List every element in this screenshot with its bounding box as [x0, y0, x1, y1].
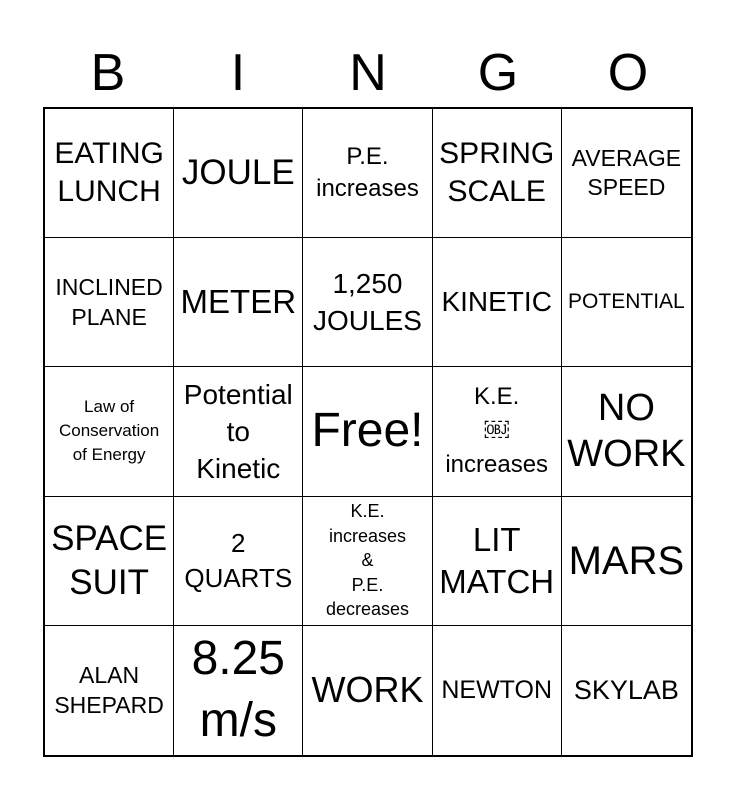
cell-label: EATING LUNCH — [54, 137, 164, 209]
bingo-cell[interactable] — [433, 238, 562, 367]
bingo-cell[interactable] — [562, 238, 691, 367]
bingo-cell[interactable] — [174, 109, 303, 238]
cell-label: Potential to Kinetic — [183, 378, 293, 484]
cell-label: AVERAGE SPEED — [571, 145, 682, 201]
bingo-cell[interactable] — [562, 109, 691, 238]
bingo-cell[interactable] — [45, 626, 174, 755]
cell-label: P.E. increases — [316, 143, 419, 203]
free-space-label: Free! — [311, 404, 424, 458]
cell-label: Law of Conservation of Energy — [59, 397, 160, 465]
bingo-header — [43, 38, 693, 108]
bingo-cell[interactable] — [433, 367, 562, 496]
bingo-cell[interactable] — [45, 109, 174, 238]
bingo-cell[interactable] — [303, 238, 432, 367]
cell-label: NEWTON — [441, 676, 553, 705]
bingo-cell[interactable] — [303, 109, 432, 238]
bingo-cell[interactable] — [174, 367, 303, 496]
header-letter-b: B — [90, 44, 126, 102]
header-letter-o: O — [607, 44, 649, 102]
bingo-cell[interactable] — [174, 497, 303, 626]
bingo-cell[interactable] — [174, 238, 303, 367]
cell-label: POTENTIAL — [568, 290, 685, 314]
bingo-cell[interactable] — [433, 626, 562, 755]
bingo-cell[interactable] — [562, 367, 691, 496]
bingo-cell[interactable] — [562, 497, 691, 626]
cell-label: NO WORK — [567, 387, 686, 476]
cell-label: 1,250 JOULES — [313, 268, 422, 337]
header-letter-n: N — [349, 44, 387, 102]
bingo-cell[interactable] — [433, 109, 562, 238]
header-letter-g: G — [477, 44, 519, 102]
cell-label: K.E. ￼ increases — [445, 383, 549, 479]
bingo-cell[interactable] — [562, 626, 691, 755]
bingo-board — [43, 107, 693, 757]
cell-label: KINETIC — [441, 286, 552, 318]
cell-label: 2 QUARTS — [184, 527, 293, 593]
cell-label: METER — [180, 283, 297, 321]
cell-label: LIT MATCH — [439, 520, 555, 600]
cell-label: 8.25 m/s — [191, 632, 285, 748]
cell-label: WORK — [311, 669, 424, 711]
cell-label: JOULE — [181, 153, 295, 193]
bingo-cell[interactable] — [45, 497, 174, 626]
header-letter-i: I — [230, 44, 246, 102]
cell-label: ALAN SHEPARD — [54, 662, 164, 719]
bingo-cell[interactable] — [45, 238, 174, 367]
bingo-cell[interactable] — [303, 497, 432, 626]
bingo-cell[interactable] — [174, 626, 303, 755]
free-space-cell[interactable] — [303, 367, 432, 496]
cell-label: MARS — [568, 538, 685, 583]
cell-label: INCLINED PLANE — [55, 274, 163, 331]
cell-label: SPACE SUIT — [51, 518, 168, 602]
bingo-cell[interactable] — [433, 497, 562, 626]
cell-label: K.E. increases & P.E. decreases — [325, 501, 410, 620]
cell-label: SPRING SCALE — [439, 137, 555, 209]
bingo-cell[interactable] — [45, 367, 174, 496]
bingo-cell[interactable] — [303, 626, 432, 755]
cell-label: SKYLAB — [573, 675, 679, 706]
